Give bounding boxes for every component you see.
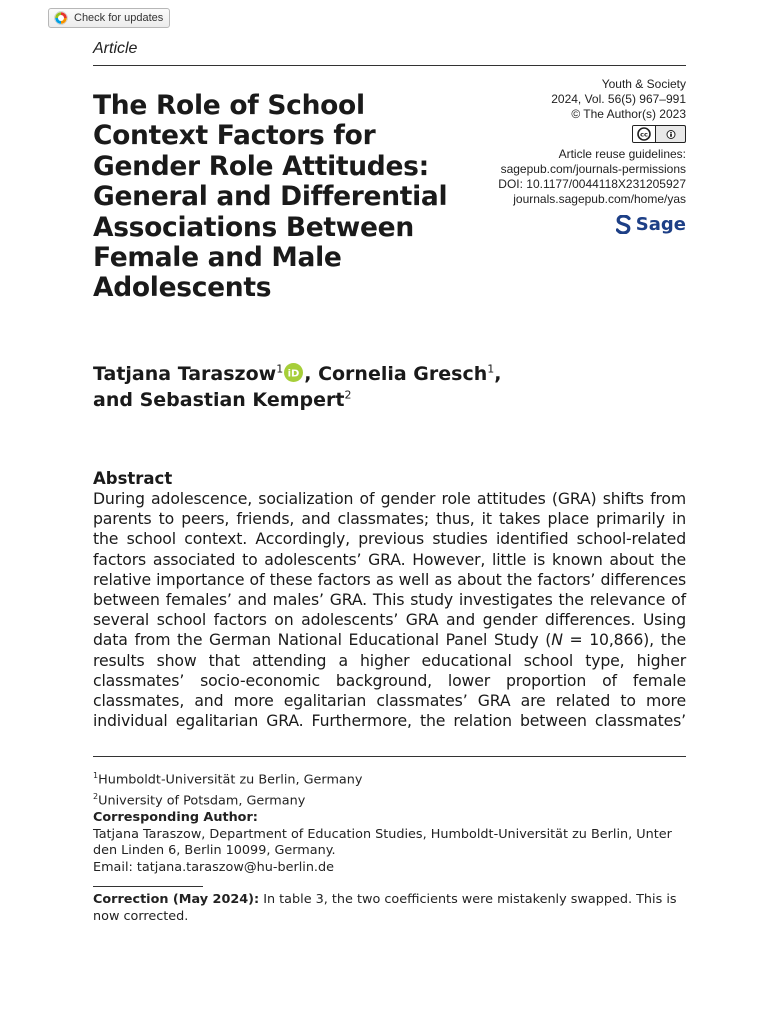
abstract-text-part: During adolescence, socialization of gender role attitudes (GRA) shifts from parents to peers, friends, and classmates; thus, it takes place primarily in the school context. Accordingly, previous studies identified school-related factors associated to adolescents’ GRA. However, little is known about the relative importance of these factors as well as about the factors’ differences between females’ and males’ GRA. This study investigates the relevance of several school factors on adolescents’ GRA and gender differences. Using data from the German National Educational Panel Study ( [93,489,686,650]
header-divider [93,65,686,66]
sage-logo[interactable] [616,215,686,234]
svg-text:cc: cc [640,130,648,139]
correction-label: Correction (May 2024): [93,892,260,907]
article-type-label: Article [93,40,138,57]
cc-by-license-icon[interactable] [632,125,686,143]
check-for-updates-button[interactable] [48,8,170,28]
corresponding-author-email[interactable]: Email: tatjana.taraszow@hu-berlin.de [93,859,334,875]
author-name[interactable]: Tatjana Taraszow [93,363,277,385]
journal-home-link[interactable]: journals.sagepub.com/home/yas [513,192,686,206]
copyright-line: © The Author(s) 2023 [571,107,686,121]
footnote-divider [93,756,686,757]
affiliation-marker: 1 [276,362,284,376]
affiliations [93,767,362,810]
abstract-text [93,489,686,731]
permissions-link[interactable]: sagepub.com/journals-permissions [500,162,686,176]
corresponding-author-address: Tatjana Taraszow, Department of Education Studies, Humboldt-Universität zu Berlin, Unter den Linden 6, Berlin 10099, Germany. [93,826,672,858]
orcid-icon[interactable] [284,363,303,382]
affiliation-marker: 1 [487,362,495,376]
affiliation-text: University of Potsdam, Germany [98,793,306,809]
journal-issue: 2024, Vol. 56(5) 967–991 [551,92,686,106]
author-list: Tatjana Taraszow$^1$ iD , Cornelia Gresch$^1$, and Sebastian Kempert$^2$ [93,362,502,411]
journal-name: Youth & Society [601,77,686,91]
abstract-text-part: = 10,866), the results show that attending a higher educational school type, higher classmates’ socio-economic background, lower proportion of female classmates, and more egalitarian classmates’ GRA are related to more individual egalitarian GRA. Furthermore, the relation between classmates’ [93,630,686,731]
affiliation-item [93,767,362,788]
check-updates-label: Check for updates [74,12,164,24]
corresponding-author [93,810,686,876]
correction-text: In table 3, the two coefficients were mistakenly swapped. This is now corrected. [93,892,677,924]
author-name[interactable]: Sebastian Kempert [139,389,345,411]
svg-text:iD: iD [287,368,300,380]
author-name[interactable]: Cornelia Gresch [318,363,488,385]
affiliation-item [93,788,362,809]
article-title: The Role of School Context Factors for Gender Role Attitudes: General and Differential Associations Between Female and Male Adolescents [93,90,448,304]
correction-note [93,891,686,925]
sample-size-symbol: N [551,630,563,650]
journal-meta [498,77,686,238]
sage-s-icon [616,215,631,234]
author-conjunction: and [93,389,133,411]
reuse-guidelines-label: Article reuse guidelines: [558,147,686,161]
affiliation-number: 1 [93,771,99,780]
abstract-heading: Abstract [93,469,173,488]
correction-divider [93,886,203,887]
publisher-name: Sage [635,214,686,235]
affiliation-number: 2 [93,792,99,802]
corresponding-author-heading: Corresponding Author: [93,810,258,825]
doi-link[interactable]: DOI: 10.1177/0044118X231205927 [498,177,686,191]
affiliation-text: Humboldt-Universität zu Berlin, Germany [98,772,363,788]
affiliation-marker: 2 [344,388,352,402]
check-updates-icon [54,11,68,25]
